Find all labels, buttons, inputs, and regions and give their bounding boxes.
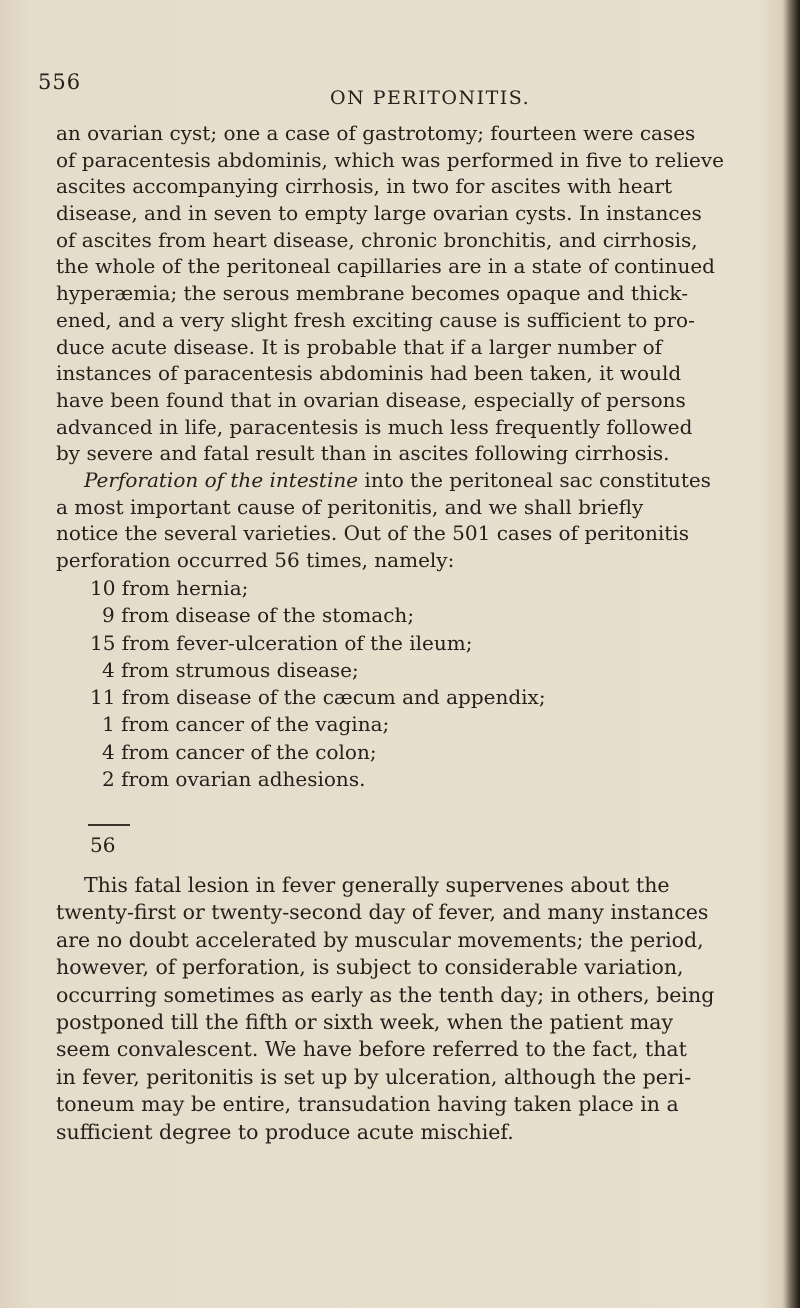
text-line: postponed till the fifth or sixth week, when the patient may — [56, 1009, 674, 1034]
page-edge-shadow — [782, 0, 800, 1308]
text-line: however, of perforation, is subject to considerable variation, — [56, 955, 684, 980]
text-line: instances of paracentesis abdominis had been taken, it would — [56, 361, 682, 386]
text-line: are no doubt accelerated by muscular movements; the period, — [56, 927, 704, 952]
list-item: 1 from cancer of the vagina; — [102, 712, 390, 737]
text-line: have been found that in ovarian disease, especially of persons — [56, 387, 686, 412]
text-line: occurring sometimes as early as the tenth day; in others, being — [56, 982, 715, 1007]
list-item: 15 from fever-ulceration of the ileum; — [90, 630, 473, 655]
italic-lead: Perforation of the intestine — [84, 467, 359, 492]
text-line: disease, and in seven to empty large ovarian cysts. In instances — [56, 201, 702, 226]
text-line: perforation occurred 56 times, namely: — [56, 548, 455, 572]
paragraph-1 — [56, 120, 746, 574]
text-line: twenty-first or twenty-second day of fever, and many instances — [56, 900, 709, 925]
first-line-rest: into the peritoneal sac constitutes — [358, 467, 711, 492]
text-line: of ascites from heart disease, chronic bronchitis, and cirrhosis, — [56, 227, 698, 252]
paragraph-3 — [56, 872, 746, 1146]
page-number: 556 — [38, 70, 82, 94]
text-line: a most important cause of peritonitis, and we shall briefly — [56, 494, 644, 519]
text-line: in fever, peritonitis is set up by ulceration, although the peri- — [56, 1064, 692, 1089]
text-line: by severe and fatal result than in ascites following cirrhosis. — [56, 441, 670, 466]
text-line: hyperæmia; the serous membrane becomes opaque and thick- — [56, 281, 688, 306]
text-line: ascites accompanying cirrhosis, in two for ascites with heart — [56, 174, 673, 199]
list-item: 10 from hernia; — [90, 576, 249, 600]
text-line: ened, and a very slight fresh exciting cause is sufficient to pro- — [56, 307, 695, 332]
running-head: ON PERITONITIS. — [330, 87, 531, 109]
text-line: advanced in life, paracentesis is much less frequently followed — [56, 414, 693, 439]
perforation-list — [90, 575, 546, 793]
list-item: 11 from disease of the cæcum and appendix; — [90, 685, 546, 710]
list-item: 2 from ovarian adhesions. — [102, 767, 366, 792]
sum-rule — [88, 824, 130, 826]
list-total: 56 — [90, 833, 116, 857]
text-line: seem convalescent. We have before referred to the fact, that — [56, 1037, 687, 1062]
text-line: the whole of the peritoneal capillaries are in a state of continued — [56, 254, 715, 279]
text-line: toneum may be entire, transudation having taken place in a — [56, 1092, 679, 1117]
text-line: sufficient degree to produce acute mischief. — [56, 1119, 514, 1144]
text-line: an ovarian cyst; one a case of gastrotomy; fourteen were cases — [56, 121, 696, 145]
text-line: duce acute disease. It is probable that if a larger number of — [56, 334, 663, 359]
paragraph-2-first-line — [56, 467, 746, 494]
list-item: 9 from disease of the stomach; — [102, 603, 415, 628]
text-line: notice the several varieties. Out of the 501 cases of peritonitis — [56, 521, 690, 546]
list-item: 4 from strumous disease; — [102, 657, 359, 682]
list-item: 4 from cancer of the colon; — [102, 739, 377, 764]
text-line: of paracentesis abdominis, which was performed in five to relieve — [56, 147, 724, 172]
text-line: This fatal lesion in fever generally supervenes about the — [84, 873, 670, 897]
